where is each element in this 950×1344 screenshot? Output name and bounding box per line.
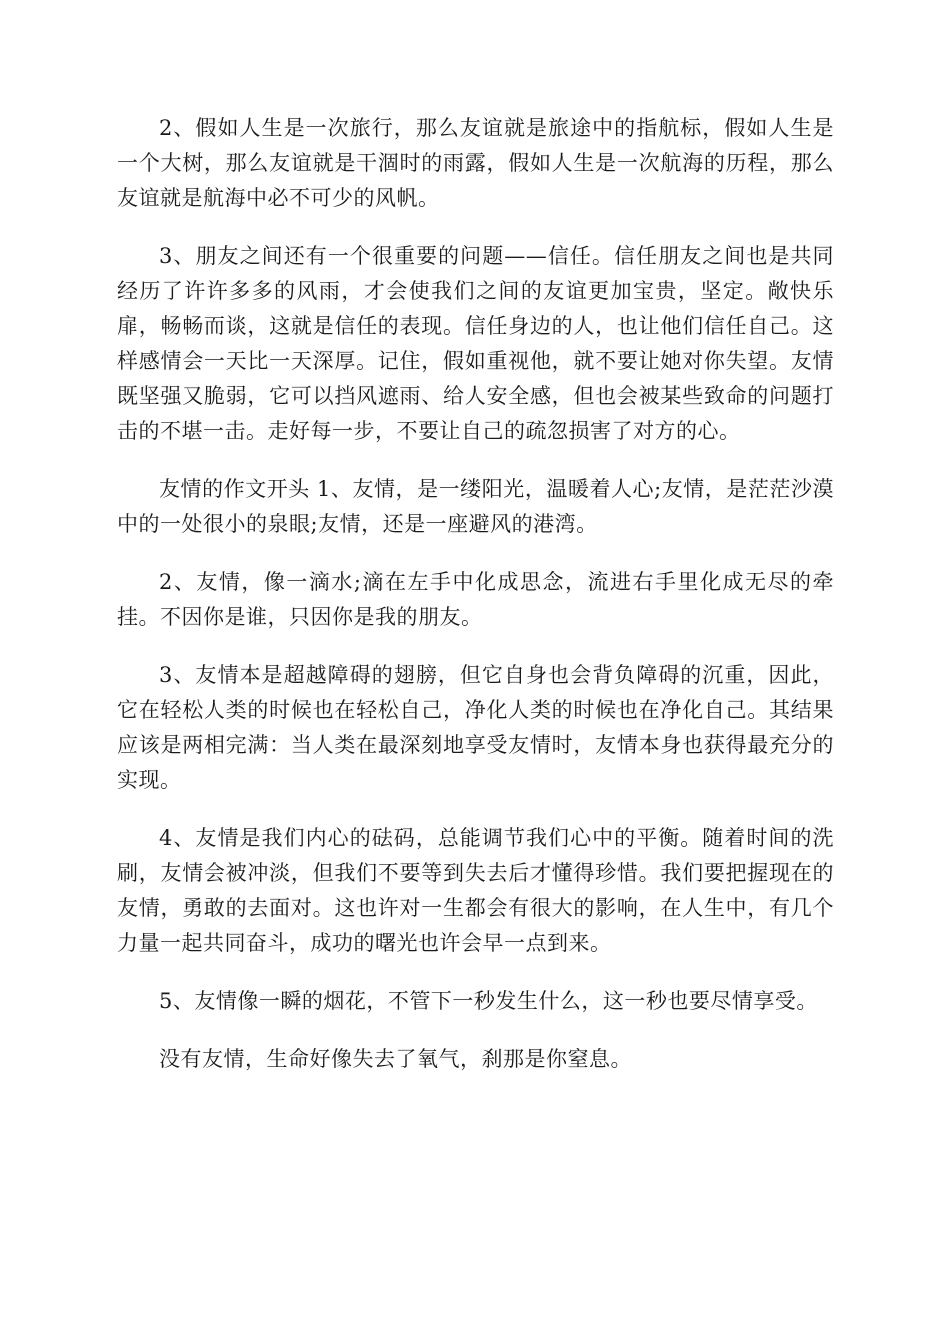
paragraph-essay-opening-5: 5、友情像一瞬的烟花，不管下一秒发生什么，这一秒也要尽情享受。 (159, 989, 818, 1013)
paragraph-closing: 没有友情，生命好像失去了氧气，刹那是你窒息。 (159, 1047, 632, 1071)
paragraph-essay-opening-2: 2、友情，像一滴水;滴在左手中化成思念，流进右手里化成无尽的牵挂。不因你是谁，只因你是我的朋友。 (117, 570, 834, 629)
paragraph-essay-opening-4: 4、友情是我们内心的砝码，总能调节我们心中的平衡。随着时间的洗刷，友情会被冲淡，但我们不要等到失去后才懂得珍惜。我们要把握现在的友情，勇敢的去面对。这也许对一生都会有很大的影响，在人生中，有几个力量一起共同奋斗，成功的曙光也许会早一点到来。 (117, 826, 834, 955)
paragraph-essay-opening-1: 友情的作文开头 1、友情，是一缕阳光，温暖着人心;友情，是茫茫沙漠中的一处很小的泉眼;友情，还是一座避风的港湾。 (117, 477, 834, 536)
paragraph-essay-opening-3: 3、友情本是超越障碍的翅膀，但它自身也会背负障碍的沉重，因此，它在轻松人类的时候也在轻松自己，净化人类的时候也在净化自己。其结果应该是两相完满：当人类在最深刻地享受友情时，友情本身也获得最充分的实现。 (117, 663, 834, 792)
paragraph-friendship-journey: 2、假如人生是一次旅行，那么友谊就是旅途中的指航标，假如人生是一个大树，那么友谊就是干涸时的雨露，假如人生是一次航海的历程，那么友谊就是航海中必不可少的风帆。 (117, 116, 834, 210)
paragraph-trust: 3、朋友之间还有一个很重要的问题——信任。信任朋友之间也是共同经历了许许多多的风雨，才会使我们之间的友谊更加宝贵，坚定。敞快乐扉，畅畅而谈，这就是信任的表现。信任身边的人，也让他们信任自己。这样感情会一天比一天深厚。记住，假如重视他，就不要让她对你失望。友情既坚强又脆弱，它可以挡风遮雨、给人安全感，但也会被某些致命的问题打击的不堪一击。走好每一步，不要让自己的疏忽损害了对方的心。 (117, 244, 834, 443)
document-page (117, 111, 834, 1100)
